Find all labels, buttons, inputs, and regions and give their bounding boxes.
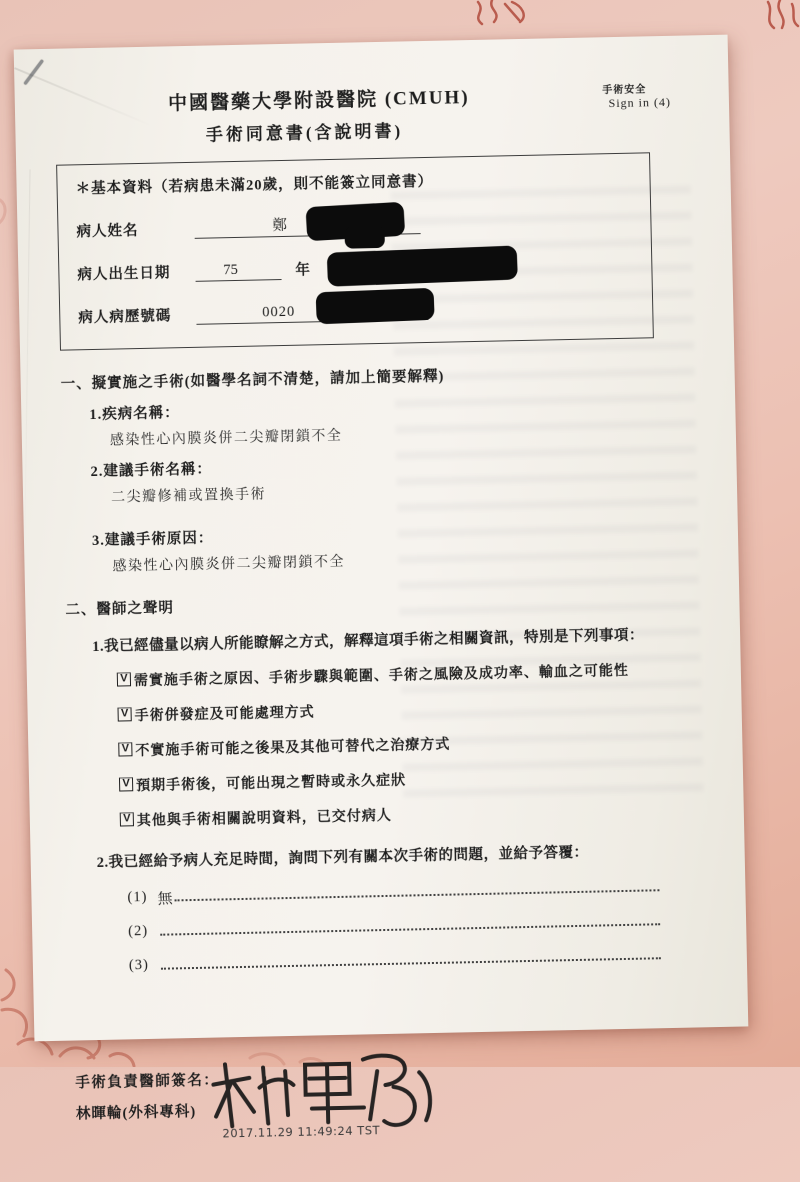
patient-dob-field: [195, 257, 281, 282]
checklist-label: 手術併發症及可能處理方式: [134, 705, 315, 725]
basic-info-heading: ＊基本資料（若病患未滿20歲，則不能簽立同意書）: [75, 173, 434, 198]
statement-one: 1.我已經儘量以病人所能瞭解之方式，解釋這項手術之相關資訊，特別是下列事項：: [92, 627, 645, 656]
patient-name-field: [194, 211, 420, 239]
form-title: 手術同意書(含說明書): [205, 121, 404, 145]
answer-line: [127, 877, 659, 909]
checkbox-icon: V: [118, 742, 132, 756]
patient-name-value: 鄭: [272, 217, 288, 235]
checklist-item: [120, 799, 658, 830]
consent-form-paper: [14, 35, 749, 1141]
answer-number: (1): [127, 888, 148, 906]
checklist-item: [119, 764, 657, 795]
surgery-reason-label: 3.建議手術原因：: [91, 530, 214, 550]
section-two-heading: 二、醫師之聲明: [65, 600, 175, 619]
patient-name-label: 病人姓名: [76, 223, 139, 241]
checkbox-icon: V: [120, 812, 134, 826]
patient-mrn-field: [196, 297, 428, 325]
section-proposed-surgery: [60, 360, 652, 576]
checklist-item: [117, 659, 655, 690]
section-doctor-statement: [65, 586, 661, 975]
corner-note: [602, 80, 671, 111]
surgery-name-label: 2.建議手術名稱：: [90, 461, 213, 481]
checklist-label: 不實施手術可能之後果及其他可替代之治療方式: [135, 737, 451, 760]
surgery-name-value: 二尖瓣修補或置換手術: [110, 487, 267, 506]
checklist-item: [117, 694, 655, 725]
redaction-mark: [344, 226, 384, 249]
patient-mrn-value: 0020: [262, 303, 296, 321]
signature-block: [75, 1059, 665, 1181]
checklist-label: 需實施手術之原因、手術步驟與範圍、手術之風險及成功率、輸血之可能性: [133, 663, 630, 690]
basic-info-box: [56, 152, 654, 350]
hospital-title: 中國醫藥大學附設醫院 (CMUH): [167, 87, 470, 115]
redaction-mark: [316, 288, 435, 325]
corner-label: 手術安全: [602, 84, 647, 97]
disease-name-value: 感染性心內膜炎併二尖瓣閉鎖不全: [109, 428, 343, 449]
surgery-reason-value: 感染性心內膜炎併二尖瓣閉鎖不全: [112, 554, 346, 575]
patient-mrn-row: [78, 293, 634, 328]
checkbox-icon: V: [117, 707, 131, 721]
surgeon-name: 林暉輪(外科專科): [75, 1103, 197, 1123]
form-header: [55, 78, 672, 148]
answer-line: [128, 912, 660, 940]
patient-mrn-label: 病人病歷號碼: [78, 308, 172, 327]
patient-dob-row: [77, 250, 633, 285]
section-one-heading: 一、擬實施之手術(如醫學名詞不清楚，請加上簡要解釋): [60, 368, 445, 393]
answer-number: (2): [128, 922, 149, 940]
checklist-label: 預期手術後，可能出現之暫時或永久症狀: [135, 773, 407, 795]
redaction-mark: [326, 245, 517, 286]
checkbox-icon: V: [117, 672, 131, 686]
statement-two: 2.我已經給予病人充足時間，詢問下列有關本次手術的問題，並給予答覆：: [96, 844, 589, 872]
dotted-line: [161, 956, 661, 969]
dotted-line: [174, 888, 659, 901]
signature-timestamp: 2017.11.29 11:49:24 TST: [222, 1123, 381, 1141]
answer-line: [129, 946, 661, 974]
patient-dob-year-value: 75: [223, 261, 239, 279]
surgeon-signature-label: 手術負責醫師簽名：: [75, 1072, 220, 1092]
checkbox-icon: V: [119, 777, 133, 791]
patient-dob-redacted-area: [311, 253, 511, 279]
checklist-item: [118, 729, 656, 760]
corner-sublabel: Sign in (4): [608, 94, 672, 111]
disease-name-label: 1.疾病名稱：: [89, 405, 180, 424]
patient-name-row: [76, 207, 632, 242]
patient-dob-label: 病人出生日期: [77, 265, 171, 284]
year-suffix: 年: [295, 262, 312, 279]
answer-handwritten-value: 無: [157, 891, 173, 909]
answer-number: (3): [128, 956, 149, 974]
dotted-line: [160, 922, 660, 935]
checklist-label: 其他與手術相關說明資料，已交付病人: [136, 808, 392, 830]
